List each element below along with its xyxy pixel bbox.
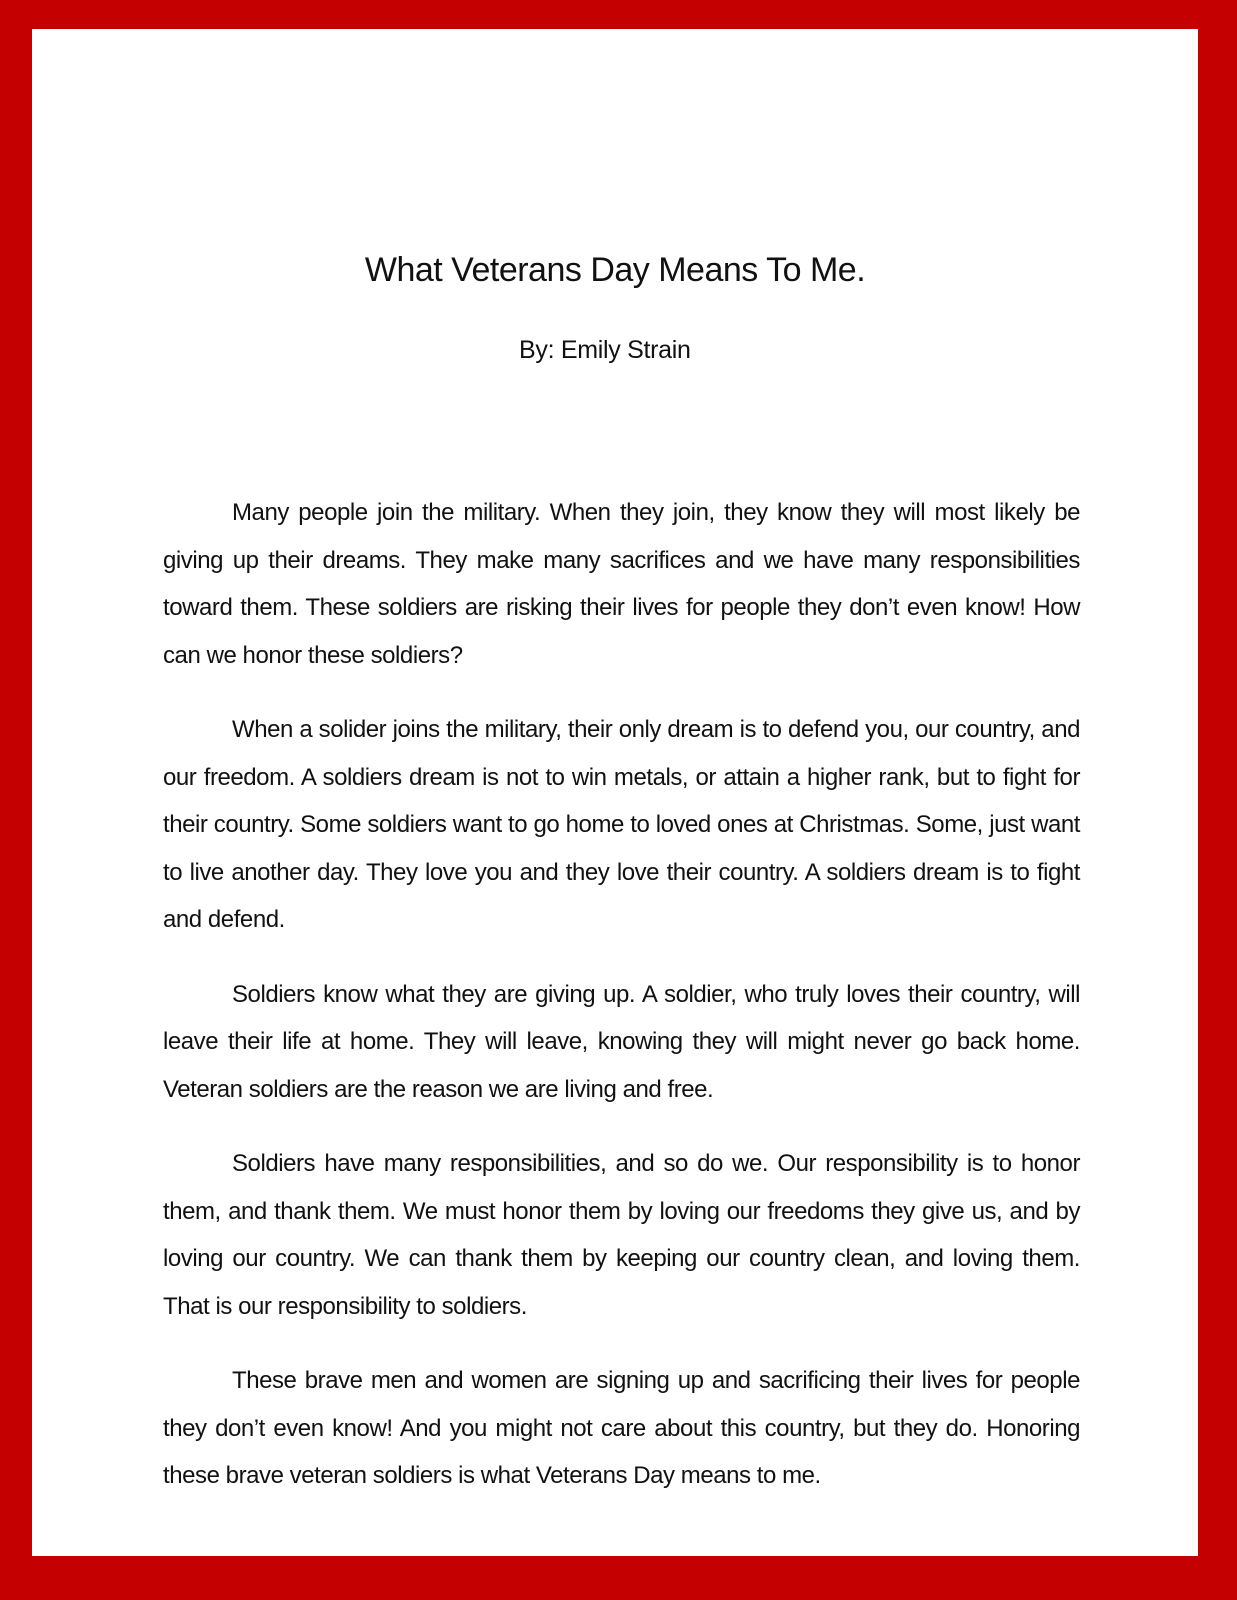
paragraph-4: Soldiers have many responsibilities, and so do we. Our responsibility is to honor them, and thank them. We must honor them by loving our freedoms they give us, and by loving our country. We can thank them by keeping our country clean, and loving them. That is our responsibility to soldiers. xyxy=(163,1150,1080,1320)
document-page xyxy=(32,29,1198,1556)
document-body xyxy=(163,489,1080,1527)
author-byline: By: Emily Strain xyxy=(519,336,691,364)
paragraph-1: Many people join the military. When they join, they know they will most likely be giving up their dreams. They make many sacrifices and we have many responsibilities toward them. These soldiers are risking their lives for people they don’t even know! How can we honor these soldiers? xyxy=(163,499,1080,669)
paragraph-5: These brave men and women are signing up and sacrificing their lives for people they don’t even know! And you might not care about this country, but they do. Honoring these brave veteran soldiers is what Veterans Day means to me. xyxy=(163,1367,1080,1489)
paragraph-3: Soldiers know what they are giving up. A soldier, who truly loves their country, will leave their life at home. They will leave, knowing they will might never go back home. Veteran soldiers are the reason we are living and free. xyxy=(163,980,1080,1103)
paragraph-2: When a solider joins the military, their only dream is to defend you, our country, and our freedom. A soldiers dream is not to win metals, or attain a higher rank, but to fight for their country. Some soldiers want to go home to loved ones at Christmas. Some, just want to live another day. They love you and they love their country. A soldiers dream is to fight and defend. xyxy=(163,716,1080,933)
document-title: What Veterans Day Means To Me. xyxy=(364,251,866,289)
